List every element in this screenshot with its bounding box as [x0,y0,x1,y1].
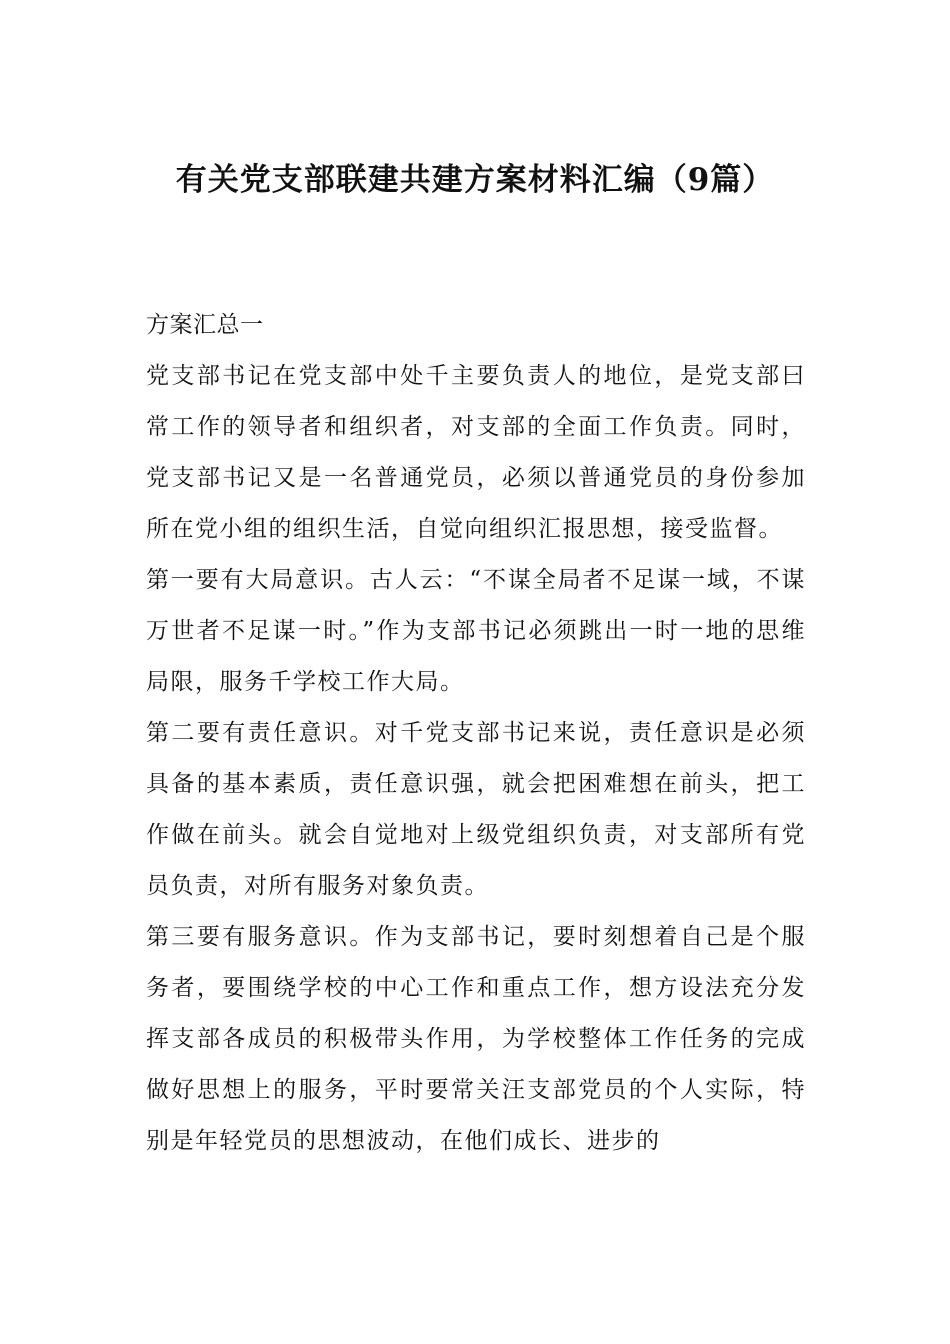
paragraph-second-point: 第二要有责任意识。对千党支部书记来说，责任意识是必须具备的基本素质，责任意识强，就会把困难想在前头，把工作做在前头。就会自觉地对上级党组织负责，对支部所有党员负责，对所有服务对象负责。 [146,720,806,899]
document-title: 有关党支部联建共建方案材料汇编（9篇） [175,162,775,198]
paragraph-first-point: 第一要有大局意识。古人云：“不谋全局者不足谋一域，不谋万世者不足谋一时。”作为支部书记必须跳出一时一地的思维局限，服务千学校工作大局。 [146,567,806,695]
paragraph-third-point: 第三要有服务意识。作为支部书记，要时刻想着自己是个服务者，要围绕学校的中心工作和重点工作，想方设法充分发挥支部各成员的积极带头作用，为学校整体工作任务的完成做好思想上的服务，平时要常关汪支部党员的个人实际，特别是年轻党员的思想波动，在他们成长、进步的 [146,924,806,1154]
paragraph-intro: 党支部书记在党支部中处千主要负责人的地位，是党支部曰常工作的领导者和组织者，对支部的全面工作负责。同时，党支部书记又是一名普通党员，必须以普通党员的身份参加所在党小组的组织生活，自觉向组织汇报思想，接受监督。 [146,363,806,542]
section-heading: 方案汇总一 [146,312,264,338]
document-body [146,300,806,1167]
